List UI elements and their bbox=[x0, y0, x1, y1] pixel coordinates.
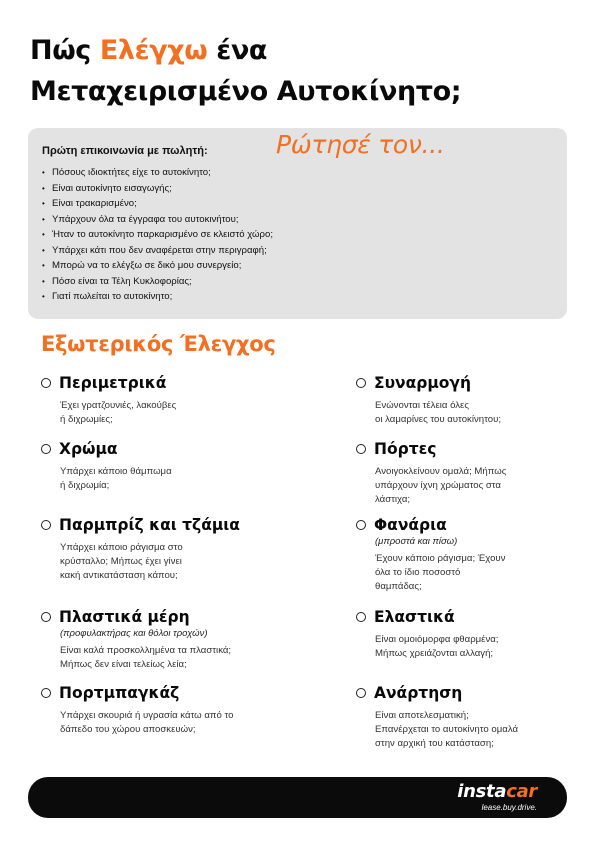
title-line-2: Μεταχειρισμένο Αυτοκίνητο; bbox=[30, 76, 462, 107]
title-accent-word: Ελέγχω bbox=[99, 35, 208, 66]
check-title: Συναρμογή bbox=[374, 374, 472, 392]
check-item-portes bbox=[356, 438, 506, 507]
check-item-portmpagkaz bbox=[41, 682, 233, 737]
question-item: • Υπάρχει κάτι που δεν αναφέρεται στην περιγραφή; bbox=[42, 243, 273, 259]
check-title: Ανάρτηση bbox=[374, 684, 463, 702]
check-desc: Είναι αποτελεσματική; Επανέρχεται το αυτοκίνητο ομαλά στην αρχική του κατάσταση; bbox=[375, 710, 519, 749]
ask-seller-box bbox=[28, 128, 567, 319]
question-item: • Πόσο είναι τα Τέλη Κυκλοφορίας; bbox=[42, 274, 273, 290]
title-word-pos: Πώς bbox=[30, 35, 100, 66]
check-desc: Είναι ομοιόμορφα φθαρμένα; Μήπως χρειάζονται αλλαγή; bbox=[375, 634, 499, 659]
logo-wordmark-car: car bbox=[506, 781, 537, 802]
check-title: Χρώμα bbox=[59, 440, 118, 458]
question-list bbox=[42, 165, 273, 305]
check-title: Πλαστικά μέρη bbox=[59, 608, 190, 626]
check-subtitle: (προφυλακτήρας και θόλοι τροχών) bbox=[60, 628, 208, 639]
check-item-plastika bbox=[41, 606, 231, 672]
check-title: Περιμετρικά bbox=[59, 374, 167, 392]
check-desc: Ανοιγοκλείνουν ομαλά; Μήπως υπάρχουν ίχνη χρώματος στα λάστιχα; bbox=[375, 466, 507, 505]
question-item: • Υπάρχουν όλα τα έγγραφα του αυτοκινήτου; bbox=[42, 212, 273, 228]
checkbox[interactable] bbox=[41, 444, 51, 454]
check-desc: Έχουν κάποιο ράγισμα; Έχουν όλα το ίδιο ποσοστό θαμπάδας; bbox=[375, 553, 506, 592]
page-title bbox=[30, 30, 461, 112]
question-item: • Είναι αυτοκίνητο εισαγωγής; bbox=[42, 181, 273, 197]
checkbox[interactable] bbox=[41, 520, 51, 530]
checkbox[interactable] bbox=[356, 444, 366, 454]
check-item-fanaria bbox=[356, 514, 505, 594]
title-word-ena: ένα bbox=[207, 35, 268, 66]
checkbox[interactable] bbox=[41, 378, 51, 388]
check-item-anartisi bbox=[356, 682, 518, 751]
question-item: • Μπορώ να το ελέγξω σε δικό μου συνεργείο; bbox=[42, 258, 273, 274]
check-title: Πόρτες bbox=[374, 440, 437, 458]
logo-tagline: lease.buy.drive. bbox=[481, 803, 537, 812]
check-title: Φανάρια bbox=[374, 516, 447, 534]
check-desc: Ενώνονται τέλεια όλες οι λαμαρίνες του αυτοκίνητου; bbox=[375, 400, 502, 425]
check-title: Παρμπρίζ και τζάμια bbox=[59, 516, 240, 534]
check-title: Πορτμπαγκάζ bbox=[59, 684, 180, 702]
checkbox[interactable] bbox=[41, 612, 51, 622]
question-item: • Ήταν το αυτοκίνητο παρκαρισμένο σε κλειστό χώρο; bbox=[42, 227, 273, 243]
checkbox[interactable] bbox=[356, 612, 366, 622]
check-item-parmpriz bbox=[41, 514, 240, 583]
checkbox[interactable] bbox=[356, 378, 366, 388]
check-item-chroma bbox=[41, 438, 172, 493]
check-item-elastika bbox=[356, 606, 498, 661]
check-item-perimetrika bbox=[41, 372, 176, 427]
check-desc: Υπάρχει κάποιο θάμπωμα ή διχρωμία; bbox=[60, 466, 172, 491]
check-desc: Υπάρχει σκουριά ή υγρασία κάτω από το δάπεδο του χώρου αποσκευών; bbox=[60, 710, 234, 735]
instacar-logo[interactable] bbox=[457, 781, 537, 812]
checkbox[interactable] bbox=[356, 520, 366, 530]
logo-wordmark-insta: insta bbox=[457, 781, 507, 802]
check-subtitle: (μπροστά και πίσω) bbox=[375, 536, 458, 547]
ask-script-heading: Ρώτησέ τον... bbox=[276, 130, 445, 159]
check-item-synarmogi bbox=[356, 372, 501, 427]
footer-bar bbox=[28, 777, 567, 818]
checkbox[interactable] bbox=[356, 688, 366, 698]
check-desc: Έχει γρατζουνιές, λακούβες ή διχρωμίες; bbox=[60, 400, 177, 425]
question-item: • Γιατί πωλείται το αυτοκίνητο; bbox=[42, 289, 273, 305]
logo-wordmark bbox=[457, 781, 537, 803]
question-item: • Είναι τρακαρισμένο; bbox=[42, 196, 273, 212]
checkbox[interactable] bbox=[41, 688, 51, 698]
check-desc: Υπάρχει κάποιο ράγισμα στο κρύσταλλο; Μήπως έχει γίνει κακή αντικατάσταση κάπου; bbox=[60, 542, 183, 581]
check-title: Ελαστικά bbox=[374, 608, 455, 626]
ask-intro: Πρώτη επικοινωνία με πωλητή: bbox=[42, 145, 208, 157]
question-item: • Πόσους ιδιοκτήτες είχε το αυτοκίνητο; bbox=[42, 165, 273, 181]
check-desc: Είναι καλά προσκολλημένα τα πλαστικά; Μήπως δεν είναι τελείως λεία; bbox=[60, 645, 232, 670]
section-title: Εξωτερικός Έλεγχος bbox=[41, 332, 276, 356]
